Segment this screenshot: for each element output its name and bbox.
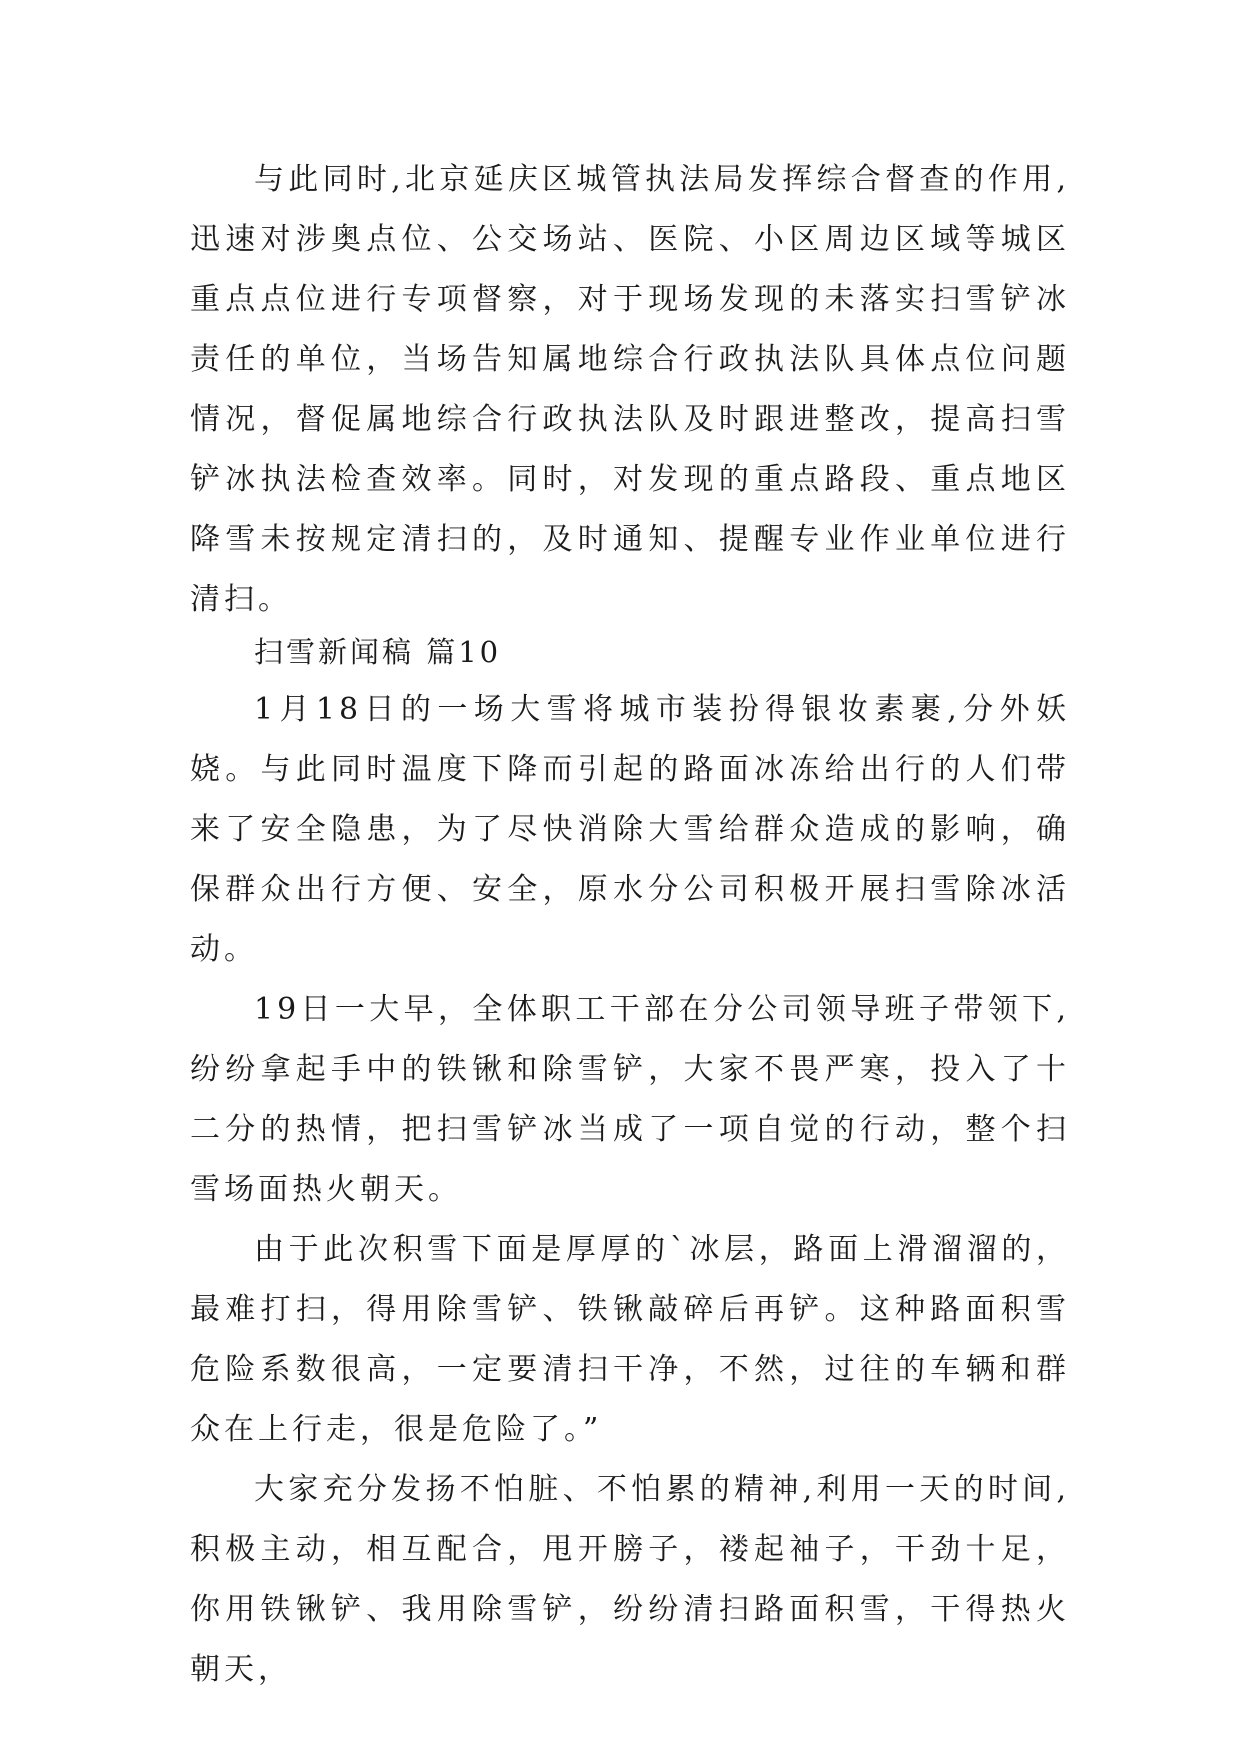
paragraph: 与此同时,北京延庆区城管执法局发挥综合督查的作用,迅速对涉奥点位、公交场站、医院、小区周边区域等城区重点点位进行专项督察，对于现场发现的未落实扫雪铲冰责任的单位，当场告知属地综合行政执法队具体点位问题情况，督促属地综合行政执法队及时跟进整改，提高扫雪铲冰执法检查效率。同时，对发现的重点路段、重点地区降雪未按规定清扫的，及时通知、提醒专业作业单位进行清扫。 <box>190 162 1070 617</box>
paragraph: 大家充分发扬不怕脏、不怕累的精神,利用一天的时间,积极主动，相互配合，甩开膀子，褛起袖子，干劲十足，你用铁锹铲、我用除雪铲，纷纷清扫路面积雪，干得热火朝天， <box>190 1472 1070 1687</box>
paragraph-block-2 <box>190 680 1070 1700</box>
section-title: 扫雪新闻稿 篇10 <box>254 635 502 669</box>
paragraph-block-1 <box>190 150 1070 630</box>
paragraph: 由于此次积雪下面是厚厚的`冰层，路面上滑溜溜的，最难打扫，得用除雪铲、铁锹敲碎后再铲。这种路面积雪危险系数很高，一定要清扫干净，不然，过往的车辆和群众在上行走，很是危险了。” <box>190 1232 1070 1447</box>
paragraph: 19日一大早，全体职工干部在分公司领导班子带领下,纷纷拿起手中的铁锹和除雪铲，大家不畏严寒，投入了十二分的热情，把扫雪铲冰当成了一项自觉的行动，整个扫雪场面热火朝天。 <box>190 992 1070 1207</box>
paragraph: 1月18日的一场大雪将城市装扮得银妆素裹,分外妖娆。与此同时温度下降而引起的路面冰冻给出行的人们带来了安全隐患，为了尽快消除大雪给群众造成的影响，确保群众出行方便、安全，原水分公司积极开展扫雪除冰活动。 <box>190 692 1070 967</box>
